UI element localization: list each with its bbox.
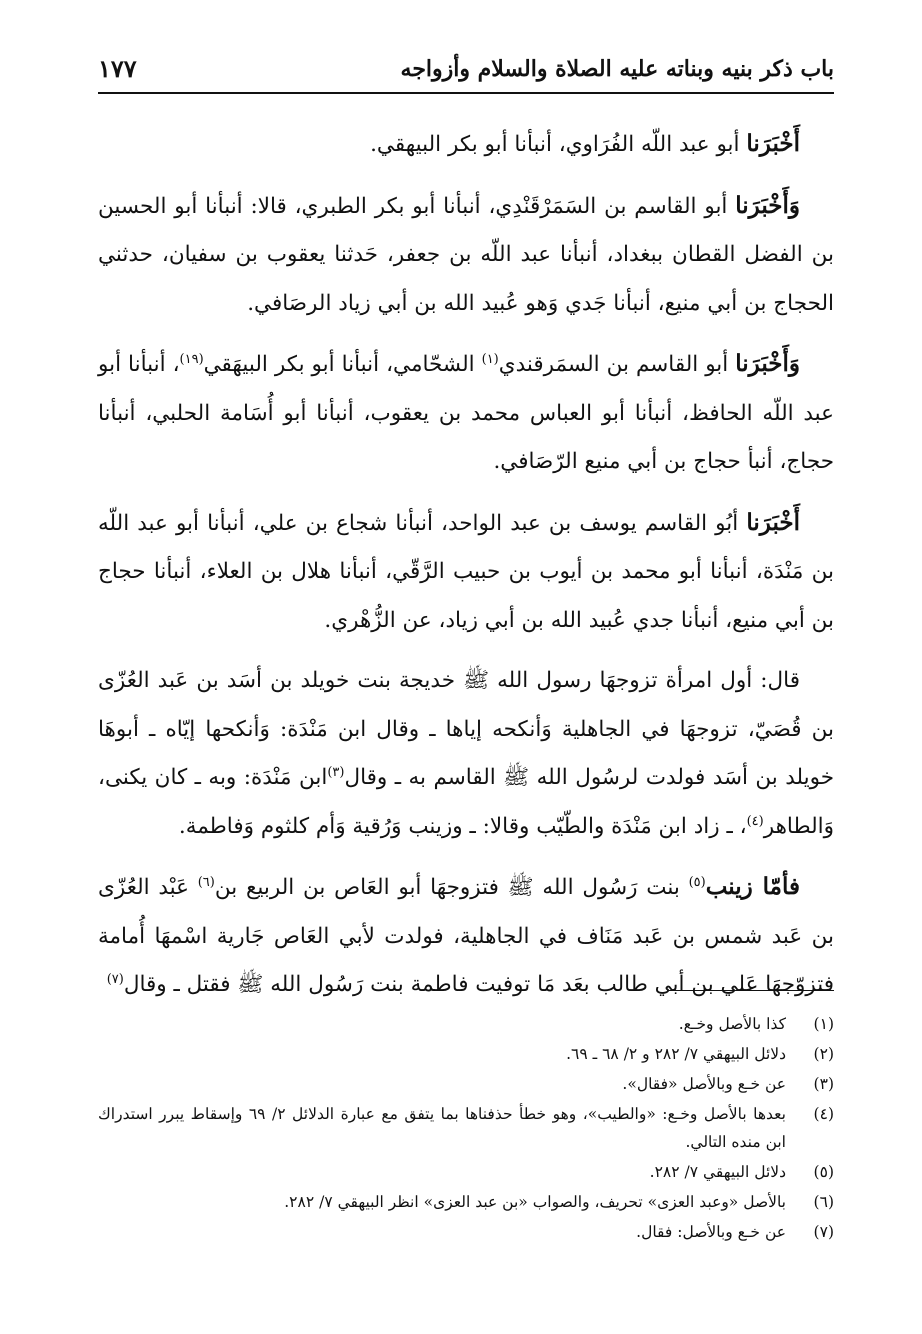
- footnote-number: (٦): [813, 1193, 834, 1211]
- footnote-text: عن خـع وبالأصل: فقال.: [636, 1223, 786, 1241]
- footnote: [98, 1010, 834, 1038]
- page-header: [98, 52, 834, 94]
- paragraph-text: عَبْد العُزّى بن عَبد شمس بن عَبد مَنَاف في الجاهلية، فولدت لأبي العَاص جَارية اسْمهَا أُمامة فتزوّجهَا عَلي بن أبي طالب بعَد مَا توفيت فاطمة بنت رَسُول الله ﷺ فقتل ـ وقال: [98, 875, 834, 997]
- footnote-number: (٥): [813, 1163, 834, 1181]
- running-title: باب ذكر بنيه وبناته عليه الصلاة والسلام وأزواجه: [400, 56, 834, 82]
- footnote-text: بالأصل «وعبد العزى» تحريف، والصواب «بن عبد العزى» انظر البيهقي ٧/ ٢٨٢.: [284, 1193, 786, 1211]
- paragraph-lead: أَخْبَرَنا: [746, 508, 800, 536]
- footnote-text: كذا بالأصل وخـع.: [678, 1015, 786, 1033]
- footnote-number: (٢): [813, 1045, 834, 1063]
- paragraph-text: ، ـ زاد ابن مَنْدَة والطّيّب وقالا: ـ وزينب وَرُقية وَأم كلثوم وَفاطمة.: [178, 813, 747, 839]
- footnote-marker: (١٩): [179, 351, 204, 367]
- paragraph-lead: وَأَخْبَرَنا: [735, 191, 800, 219]
- paragraph-4: [98, 499, 834, 646]
- paragraph-6: [98, 863, 834, 1010]
- footnote-marker: (١): [481, 351, 499, 367]
- paragraph-text: بنت رَسُول الله ﷺ فتزوجهَا أبو العَاص بن الربيع بن: [214, 875, 689, 900]
- footnote: [98, 1218, 834, 1246]
- paragraph-5: [98, 657, 834, 851]
- footnote-number: (٧): [813, 1223, 834, 1241]
- paragraph-lead: وَأَخْبَرَنا: [735, 350, 801, 377]
- paragraph-text: ابن مَنْدَة: وبه ـ كان يكنى، وَالطاهر: [98, 765, 834, 839]
- main-text: [98, 120, 834, 1022]
- footnote-number: (٤): [813, 1105, 834, 1123]
- footnote-marker: (٣): [327, 764, 345, 780]
- footnote: [98, 1188, 834, 1216]
- footnote-marker: (٥): [688, 874, 706, 890]
- page-number: ١٧٧: [98, 54, 137, 83]
- footnote-text: عن خـع وبالأصل «فقال».: [622, 1075, 786, 1093]
- paragraph-text: قال: أول امرأة تزوجهَا رسول الله ﷺ خديجة بنت خويلد بن أسَد بن عَبد العُزّى بن قُصَيّ، تزوجهَا في الجاهلية وَأنكحه إياها ـ وقال ابن مَنْدَة: وَأنكحها إيّاه ـ أبوهَا خويلد بن أسَد فولدت لرسُول الله ﷺ القاسم به ـ وقال: [98, 668, 834, 790]
- footnotes: [98, 1010, 834, 1248]
- paragraph-text: الشحّامي، أنبأنا أبو بكر البيهَقي: [203, 352, 482, 377]
- footnote: [98, 1040, 834, 1068]
- paragraph-text: أبو القاسم بن السَمَرْقَنْدِي، أنبأنا أبو بكر الطبري، قالا: أنبأنا أبو الحسين بن الفضل القطان ببغداد، أنبأنا عبد اللّه بن جعفر، حَدثنا يعقوب بن سفيان، حدثني الحجاج بن أبي منيع، أنبأنا جَدي وَهو عُبيد الله بن أبي زياد الرصَافي.: [98, 193, 834, 316]
- paragraph-3: [98, 340, 834, 487]
- footnote-text: دلائل البيهقي ٧/ ٢٨٢.: [649, 1163, 786, 1181]
- paragraph-2: [98, 182, 834, 329]
- footnote-marker: (٤): [746, 813, 764, 829]
- paragraph-1: [98, 120, 834, 170]
- footnote: [98, 1158, 834, 1186]
- paragraph-lead: أَخْبَرَنا: [746, 130, 800, 157]
- paragraph-text: أبو القاسم بن السمَرقندي: [498, 352, 736, 377]
- footnote-text: دلائل البيهقي ٧/ ٢٨٢ و ٢/ ٦٨ ـ ٦٩.: [566, 1045, 786, 1063]
- paragraph-text: ، أنبأنا أبو عبد اللّه الحافظ، أنبأنا أبو العباس محمد بن يعقوب، أنبأنا أبو أُسَامة الحلبي، أنبأنا حجاج، أنبأ حجاج بن أبي منيع الرّصَافي.: [98, 352, 834, 474]
- footnote-text: بعدها بالأصل وخـع: «والطيب»، وهو خطأ حذفناها بما يتفق مع عبارة الدلائل ٢/ ٦٩ وإسقاط يبرر استدراك ابن منده التالي.: [98, 1105, 786, 1151]
- footnote-separator: [668, 990, 834, 991]
- footnote-marker: (٧): [106, 971, 124, 987]
- footnote: [98, 1070, 834, 1098]
- footnote-marker: (٦): [197, 874, 215, 890]
- paragraph-lead: فأمّا زينب: [705, 873, 800, 900]
- footnote-number: (١): [813, 1015, 834, 1033]
- paragraph-text: أبُو القاسم يوسف بن عبد الواحد، أنبأنا شجاع بن علي، أنبأنا أبو عبد اللّه بن مَنْدَة، أنبأنا أبو محمد بن أيوب بن حبيب الرَّقّي، أنبأنا هلال بن العلاء، أنبأنا حجاج بن أبي منيع، أنبأنا جدي عُبيد الله بن أبي زياد، عن الزُّهْري.: [98, 510, 834, 633]
- footnote: [98, 1100, 834, 1156]
- footnote-number: (٣): [813, 1075, 834, 1093]
- paragraph-text: أبو عبد اللّه الفُرَاوي، أنبأنا أبو بكر البيهقي.: [370, 132, 747, 157]
